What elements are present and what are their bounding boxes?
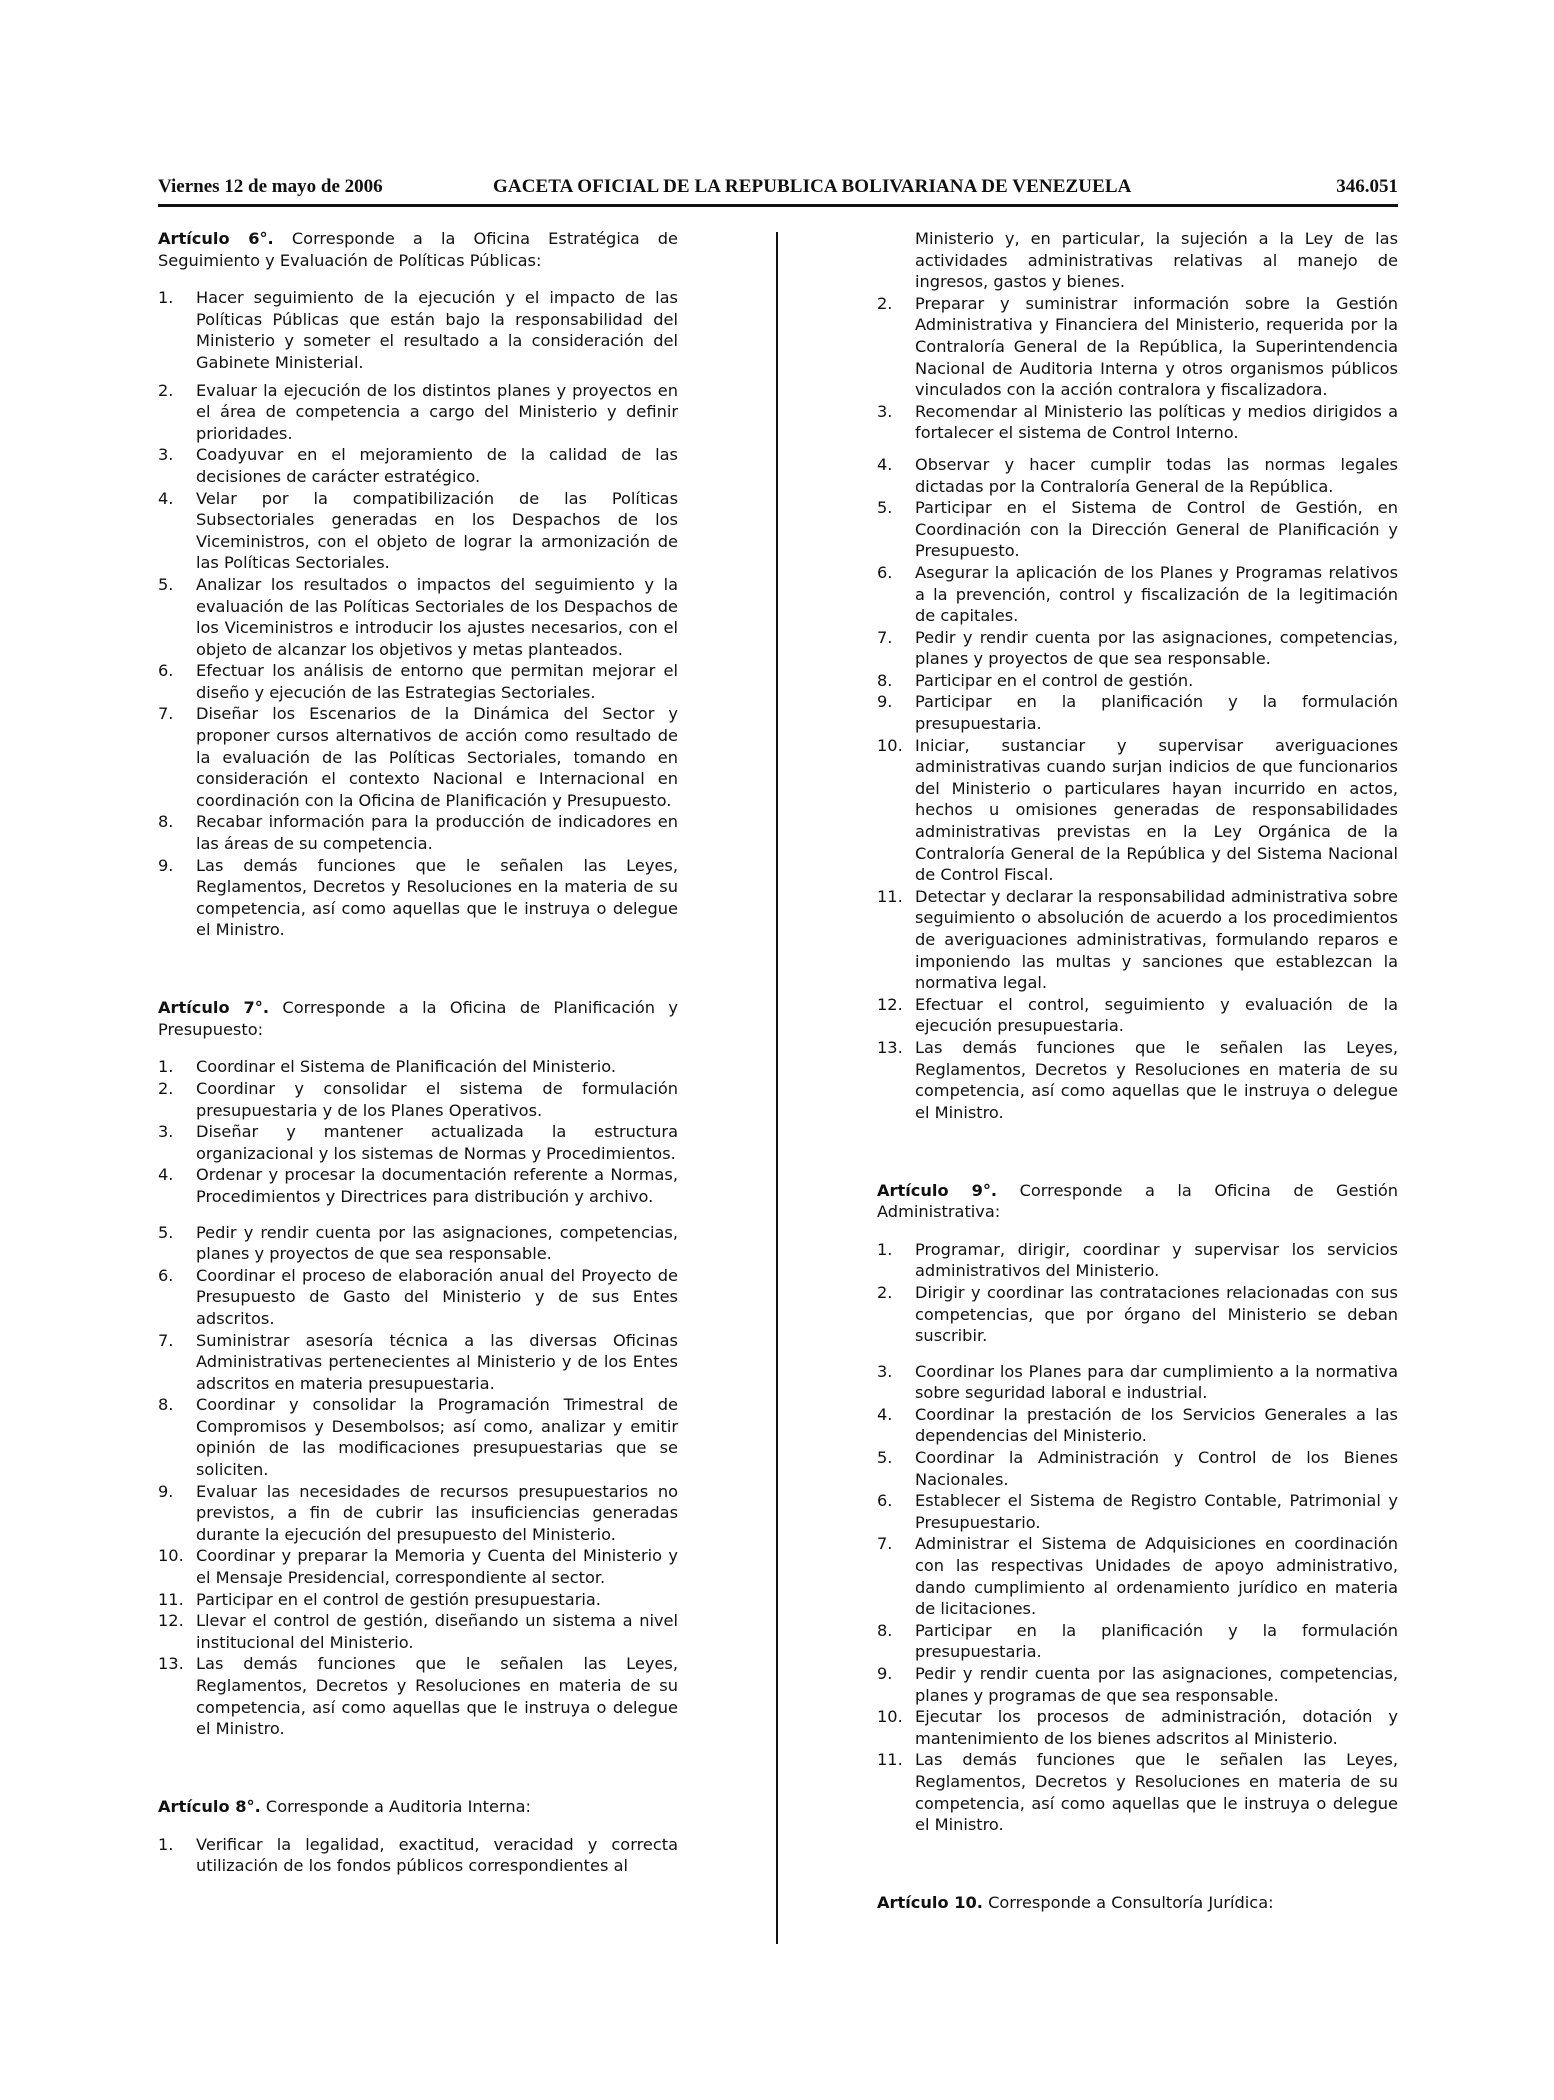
list-item: Ministerio y, en particular, la sujeción a la Ley de las actividades administrativas relativas al manejo de ingresos, gastos y bienes. [915, 229, 1398, 292]
article-8-continued [877, 228, 1398, 1123]
list-item: 2. Preparar y suministrar información sobre la Gestión Administrativa y Financiera del Ministerio, requerida por la Contraloría General de la República, la Superintendencia Nacional de Auditoria Interna y otros organismos públicos vinculados con la acción contralora y fiscalizadora. [877, 293, 1398, 400]
article-9-list [877, 1239, 1398, 1836]
article-6-list [158, 287, 678, 941]
article-7-heading [158, 997, 678, 1040]
header-date: Viernes 12 de mayo de 2006 [158, 176, 383, 197]
header-rule [158, 204, 1398, 207]
list-item: 13. Las demás funciones que le señalen las Leyes, Reglamentos, Decretos y Resoluciones en materia de su competencia, así como aquellas que le instruya o delegue el Ministro. [158, 1654, 678, 1739]
list-item: 5. Analizar los resultados o impactos del seguimiento y la evaluación de las Políticas Sectoriales de los Despachos de los Viceministros e introducir los ajustes necesarios, con el objeto de alcanzar los objetivos y metas planteados. [158, 574, 678, 659]
right-column [877, 228, 1398, 1930]
article-8 [158, 1796, 678, 1877]
list-item: 5. Participar en el Sistema de Control de Gestión, en Coordinación con la Dirección General de Planificación y Presupuesto. [877, 498, 1398, 561]
list-item: 10. Ejecutar los procesos de administración, dotación y mantenimiento de los bienes adscritos al Ministerio. [877, 1707, 1398, 1748]
list-item: 8. Participar en el control de gestión. [877, 670, 1194, 690]
list-item: 10. Iniciar, sustanciar y supervisar averiguaciones administrativas cuando surjan indicios de que funcionarios del Ministerio o particulares hayan incurrido en actos, hechos u omisiones generadas de responsabilidades administrativas previstas en la Ley Orgánica de la Contraloría General de la República y del Sistema Nacional de Control Fiscal. [877, 735, 1398, 885]
list-item: 6. Coordinar el proceso de elaboración anual del Proyecto de Presupuesto de Gasto del Ministerio y de sus Entes adscritos. [158, 1265, 678, 1328]
list-item: 4. Velar por la compatibilización de las Políticas Subsectoriales generadas en los Despachos de los Viceministros, con el objeto de lograr la armonización de las Políticas Sectoriales. [158, 488, 678, 573]
article-9 [877, 1180, 1398, 1836]
article-7 [158, 997, 678, 1740]
list-item: 7. Pedir y rendir cuenta por las asignaciones, competencias, planes y proyectos de que sea responsable. [877, 627, 1398, 669]
article-8-heading [158, 1796, 678, 1818]
article-10-heading [877, 1892, 1398, 1914]
list-item: 8. Participar en la planificación y la formulación presupuestaria. [877, 1620, 1398, 1662]
article-6 [158, 228, 678, 941]
list-item: 1. Verificar la legalidad, exactitud, veracidad y correcta utilización de los fondos públicos correspondientes al [158, 1834, 678, 1876]
list-item: 1. Programar, dirigir, coordinar y supervisar los servicios administrativos del Ministerio. [877, 1239, 1398, 1281]
article-10-label: Artículo 10. [877, 1892, 983, 1912]
list-item: 7. Administrar el Sistema de Adquisiciones en coordinación con las respectivas Unidades de apoyo administrativo, dando cumplimiento al ordenamiento jurídico en materia de licitaciones. [877, 1534, 1398, 1619]
list-item: 1. Hacer seguimiento de la ejecución y el impacto de las Políticas Públicas que están bajo la responsabilidad del Ministerio y someter el resultado a la consideración del Gabinete Ministerial. [158, 288, 678, 372]
list-item: 11. Detectar y declarar la responsabilidad administrativa sobre seguimiento o absolución de acuerdo a los procedimientos de averiguaciones administrativas, formulando reparos e imponiendo las multas y sanciones que establezcan la normativa legal. [877, 886, 1398, 993]
list-item: 11. Las demás funciones que le señalen las Leyes, Reglamentos, Decretos y Resoluciones en materia de su competencia, así como aquellas que le instruya o delegue el Ministro. [877, 1750, 1398, 1835]
article-6-label: Artículo 6°. [158, 229, 274, 248]
list-item: 6. Efectuar los análisis de entorno que permitan mejorar el diseño y ejecución de las Estrategias Sectoriales. [158, 661, 678, 702]
column-divider [776, 232, 778, 1944]
article-7-label: Artículo 7°. [158, 998, 269, 1018]
list-item: 9. Evaluar las necesidades de recursos presupuestarios no previstos, a fin de cubrir las insuficiencias generadas durante la ejecución del presupuesto del Ministerio. [158, 1481, 678, 1544]
list-item: 6. Asegurar la aplicación de los Planes y Programas relativos a la prevención, control y fiscalización de la legitimación de capitales. [877, 562, 1398, 626]
article-10-intro: Corresponde a Consultoría Jurídica: [988, 1892, 1274, 1912]
list-item: 9. Las demás funciones que le señalen las Leyes, Reglamentos, Decretos y Resoluciones en la materia de su competencia, así como aquellas que le instruya o delegue el Ministro. [158, 855, 678, 940]
article-9-label: Artículo 9°. [877, 1180, 998, 1200]
list-item: 10. Coordinar y preparar la Memoria y Cuenta del Ministerio y el Mensaje Presidencial, correspondiente al sector. [158, 1546, 678, 1588]
list-item: 3. Recomendar al Ministerio las políticas y medios dirigidos a fortalecer el sistema de Control Interno. [877, 401, 1398, 443]
page-header [158, 176, 1398, 200]
article-7-intro: Corresponde a la Oficina de Planificación y Presupuesto: [158, 998, 678, 1039]
list-item: 4. Observar y hacer cumplir todas las normas legales dictadas por la Contraloría General de la República. [877, 454, 1398, 496]
list-item: 11. Participar en el control de gestión presupuestaria. [158, 1589, 601, 1609]
article-9-heading [877, 1180, 1398, 1223]
page-number: 346.051 [1336, 176, 1398, 197]
list-item: 7. Suministrar asesoría técnica a las diversas Oficinas Administrativas pertenecientes al Ministerio y de los Entes adscritos en materia presupuestaria. [158, 1330, 678, 1393]
list-item: 12. Llevar el control de gestión, diseñando un sistema a nivel institucional del Ministerio. [158, 1611, 678, 1652]
article-7-list [158, 1056, 678, 1739]
article-8-list [158, 1834, 678, 1877]
list-item: 7. Diseñar los Escenarios de la Dinámica del Sector y proponer cursos alternativos de acción como resultado de la evaluación de las Políticas Sectoriales, tomando en consideración el contexto Nacional e Internacional en coordinación con la Oficina de Planificación y Presupuesto. [158, 704, 678, 810]
list-item: 4. Ordenar y procesar la documentación referente a Normas, Procedimientos y Directrices para distribución y archivo. [158, 1165, 678, 1206]
article-8-label: Artículo 8°. [158, 1796, 261, 1816]
list-item: 5. Pedir y rendir cuenta por las asignaciones, competencias, planes y proyectos de que sea responsable. [158, 1222, 678, 1264]
left-column [158, 228, 678, 1877]
list-item: 3. Coadyuvar en el mejoramiento de la calidad de las decisiones de carácter estratégico. [158, 445, 678, 486]
article-10 [877, 1892, 1398, 1914]
article-6-heading [158, 228, 678, 271]
list-item: 3. Coordinar los Planes para dar cumplimiento a la normativa sobre seguridad laboral e industrial. [877, 1361, 1398, 1403]
list-item: 4. Coordinar la prestación de los Servicios Generales a las dependencias del Ministerio. [877, 1404, 1398, 1446]
article-8-intro: Corresponde a Auditoria Interna: [265, 1796, 531, 1816]
list-item: 1. Coordinar el Sistema de Planificación del Ministerio. [158, 1057, 616, 1077]
list-item: 2. Evaluar la ejecución de los distintos planes y proyectos en el área de competencia a cargo del Ministerio y definir prioridades. [158, 380, 678, 443]
header-title: GACETA OFICIAL DE LA REPUBLICA BOLIVARIANA DE VENEZUELA [493, 176, 1132, 197]
article-8-list-continued [877, 228, 1398, 1123]
list-item: 9. Participar en la planificación y la formulación presupuestaria. [877, 692, 1398, 734]
list-item: 9. Pedir y rendir cuenta por las asignaciones, competencias, planes y programas de que sea responsable. [877, 1664, 1398, 1705]
list-item: 3. Diseñar y mantener actualizada la estructura organizacional y los sistemas de Normas y Procedimientos. [158, 1122, 678, 1163]
list-item: 5. Coordinar la Administración y Control de los Bienes Nacionales. [877, 1448, 1398, 1489]
list-item: 8. Coordinar y consolidar la Programación Trimestral de Compromisos y Desembolsos; así como, analizar y emitir opinión de las modificaciones presupuestarias que se soliciten. [158, 1395, 678, 1480]
list-item: 13. Las demás funciones que le señalen las Leyes, Reglamentos, Decretos y Resoluciones en materia de su competencia, así como aquellas que le instruya o delegue el Ministro. [877, 1037, 1398, 1122]
list-item: 12. Efectuar el control, seguimiento y evaluación de la ejecución presupuestaria. [877, 994, 1398, 1036]
article-6-intro: Corresponde a la Oficina Estratégica de Seguimiento y Evaluación de Políticas Públicas: [158, 229, 678, 270]
list-item: 6. Establecer el Sistema de Registro Contable, Patrimonial y Presupuestario. [877, 1491, 1398, 1532]
list-item: 2. Dirigir y coordinar las contrataciones relacionadas con sus competencias, que por órgano del Ministerio se deban suscribir. [877, 1282, 1398, 1346]
list-item: 2. Coordinar y consolidar el sistema de formulación presupuestaria y de los Planes Operativos. [158, 1078, 678, 1120]
article-9-intro: Corresponde a la Oficina de Gestión Administrativa: [877, 1180, 1398, 1222]
list-item: 8. Recabar información para la producción de indicadores en las áreas de su competencia. [158, 812, 678, 854]
